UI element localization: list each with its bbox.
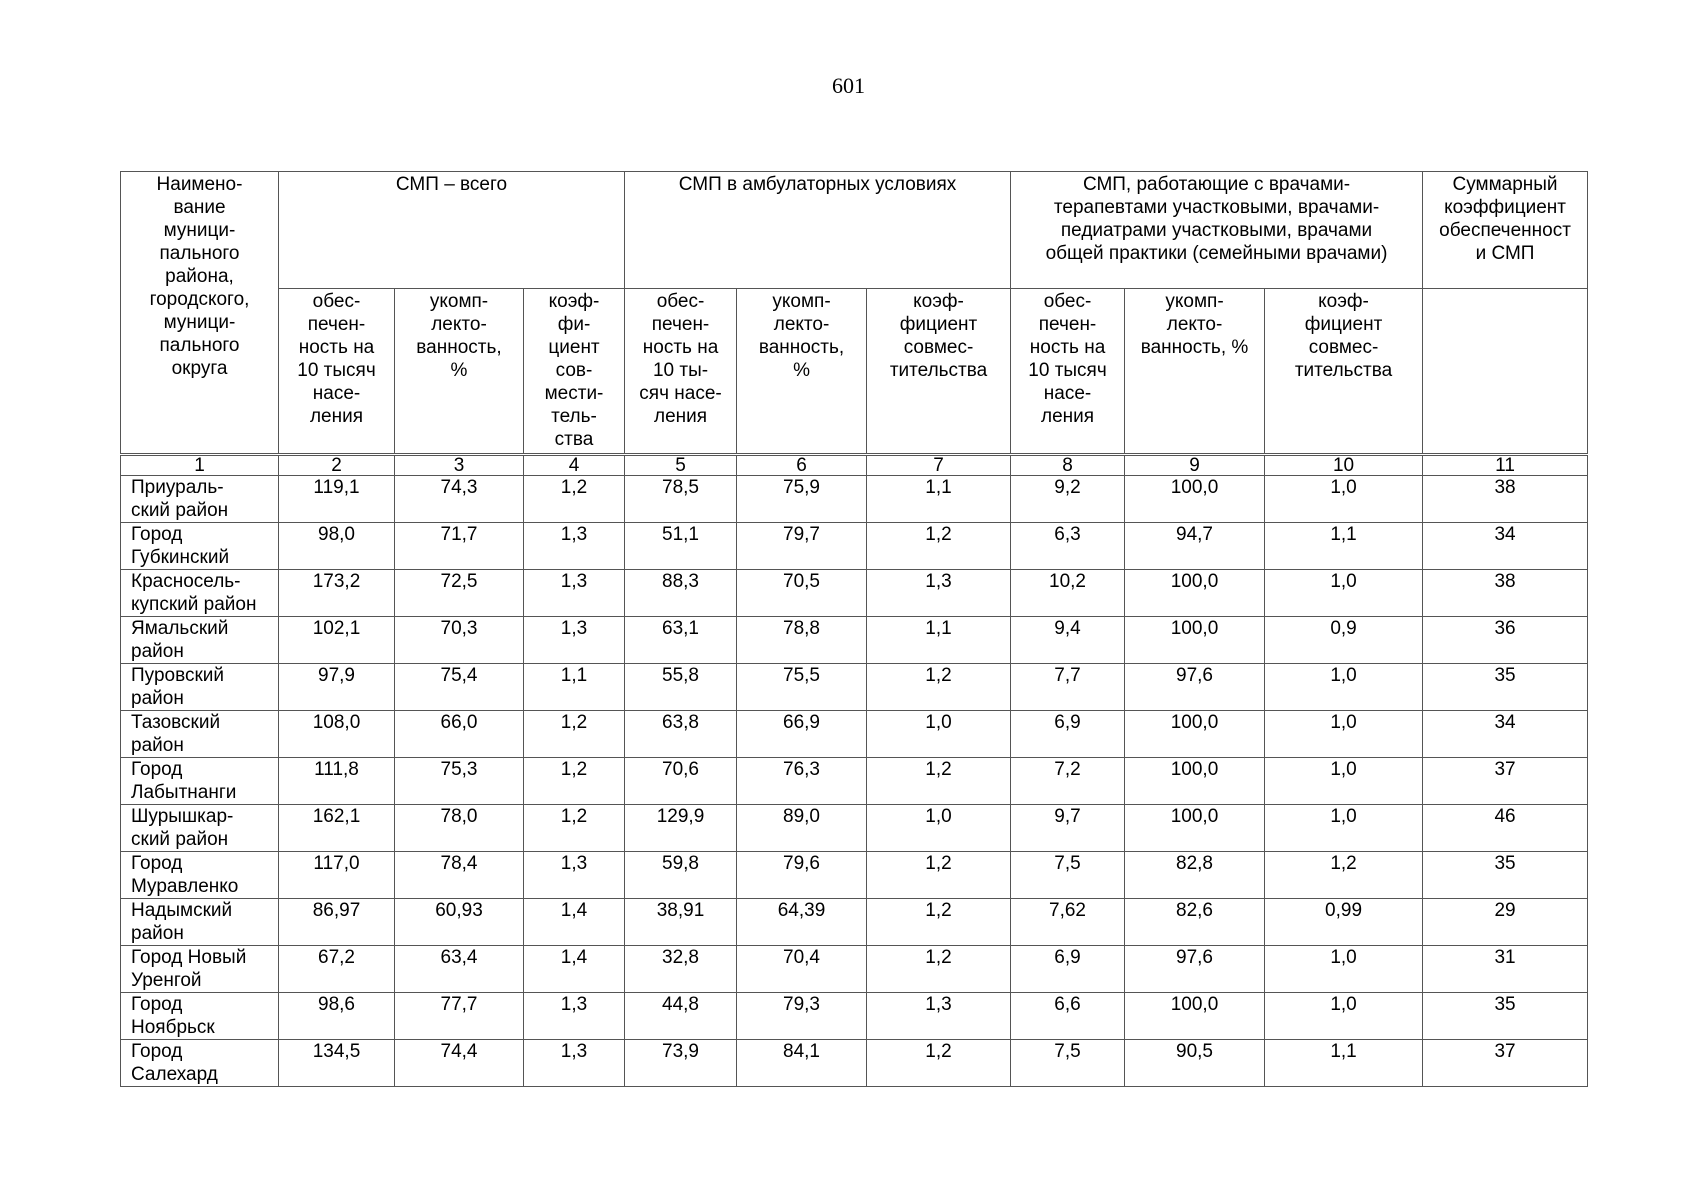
value-cell: 84,1	[737, 1040, 867, 1087]
value-cell: 98,6	[279, 993, 395, 1040]
value-cell: 64,39	[737, 899, 867, 946]
municipality-name-cell: Пуровский район	[121, 664, 279, 711]
header-sub-cell-empty	[1423, 289, 1588, 455]
value-cell: 1,0	[1265, 946, 1423, 993]
value-cell: 6,9	[1011, 711, 1125, 758]
value-cell: 1,2	[867, 758, 1011, 805]
value-cell: 38	[1423, 476, 1588, 523]
header-row-groups	[121, 172, 1588, 289]
column-number-row	[121, 455, 1588, 476]
value-cell: 35	[1423, 664, 1588, 711]
value-cell: 1,2	[524, 758, 625, 805]
municipality-name-cell: Приураль- ский район	[121, 476, 279, 523]
value-cell: 1,0	[1265, 758, 1423, 805]
value-cell: 1,2	[867, 899, 1011, 946]
value-cell: 1,3	[524, 570, 625, 617]
data-table	[120, 171, 1588, 1087]
value-cell: 100,0	[1125, 617, 1265, 664]
value-cell: 10,2	[1011, 570, 1125, 617]
header-sub-cell: коэф- фициент совмес- тительства	[867, 289, 1011, 455]
value-cell: 119,1	[279, 476, 395, 523]
value-cell: 76,3	[737, 758, 867, 805]
value-cell: 0,9	[1265, 617, 1423, 664]
header-group-total: СМП – всего	[279, 172, 625, 289]
header-municipality: Наимено- вание муници- пального района, городского, муници- пального округа	[121, 172, 279, 455]
municipality-name-cell: Тазовский район	[121, 711, 279, 758]
value-cell: 79,7	[737, 523, 867, 570]
value-cell: 1,3	[524, 523, 625, 570]
value-cell: 70,3	[395, 617, 524, 664]
value-cell: 1,3	[524, 617, 625, 664]
value-cell: 1,0	[1265, 664, 1423, 711]
value-cell: 100,0	[1125, 711, 1265, 758]
value-cell: 1,0	[1265, 476, 1423, 523]
value-cell: 129,9	[625, 805, 737, 852]
value-cell: 37	[1423, 1040, 1588, 1087]
value-cell: 100,0	[1125, 570, 1265, 617]
value-cell: 9,2	[1011, 476, 1125, 523]
value-cell: 134,5	[279, 1040, 395, 1087]
header-sub-cell: укомп- лекто- ванность, %	[1125, 289, 1265, 455]
value-cell: 31	[1423, 946, 1588, 993]
value-cell: 1,0	[1265, 993, 1423, 1040]
value-cell: 1,3	[867, 993, 1011, 1040]
table-row	[121, 758, 1588, 805]
value-cell: 74,3	[395, 476, 524, 523]
value-cell: 74,4	[395, 1040, 524, 1087]
column-number-cell: 8	[1011, 455, 1125, 476]
value-cell: 75,4	[395, 664, 524, 711]
header-total-coefficient: Суммарный коэффициент обеспеченност и СМП	[1423, 172, 1588, 289]
value-cell: 1,0	[867, 711, 1011, 758]
value-cell: 78,8	[737, 617, 867, 664]
value-cell: 100,0	[1125, 805, 1265, 852]
value-cell: 38	[1423, 570, 1588, 617]
value-cell: 97,9	[279, 664, 395, 711]
value-cell: 37	[1423, 758, 1588, 805]
header-sub-cell: укомп- лекто- ванность, %	[737, 289, 867, 455]
value-cell: 66,0	[395, 711, 524, 758]
value-cell: 1,2	[867, 523, 1011, 570]
value-cell: 79,6	[737, 852, 867, 899]
value-cell: 46	[1423, 805, 1588, 852]
value-cell: 55,8	[625, 664, 737, 711]
municipality-name-cell: Город Новый Уренгой	[121, 946, 279, 993]
header-sub-cell: обес- печен- ность на 10 тысяч насе- ления	[279, 289, 395, 455]
value-cell: 9,7	[1011, 805, 1125, 852]
value-cell: 60,93	[395, 899, 524, 946]
table-row	[121, 711, 1588, 758]
value-cell: 89,0	[737, 805, 867, 852]
table-row	[121, 805, 1588, 852]
value-cell: 1,0	[1265, 805, 1423, 852]
value-cell: 78,0	[395, 805, 524, 852]
value-cell: 63,4	[395, 946, 524, 993]
value-cell: 98,0	[279, 523, 395, 570]
value-cell: 63,1	[625, 617, 737, 664]
value-cell: 29	[1423, 899, 1588, 946]
column-number-cell: 2	[279, 455, 395, 476]
value-cell: 70,5	[737, 570, 867, 617]
value-cell: 34	[1423, 711, 1588, 758]
value-cell: 75,9	[737, 476, 867, 523]
value-cell: 44,8	[625, 993, 737, 1040]
value-cell: 32,8	[625, 946, 737, 993]
value-cell: 97,6	[1125, 946, 1265, 993]
column-number-cell: 3	[395, 455, 524, 476]
value-cell: 6,3	[1011, 523, 1125, 570]
value-cell: 0,99	[1265, 899, 1423, 946]
value-cell: 90,5	[1125, 1040, 1265, 1087]
value-cell: 1,2	[524, 476, 625, 523]
value-cell: 100,0	[1125, 758, 1265, 805]
value-cell: 6,9	[1011, 946, 1125, 993]
municipality-name-cell: Ямальский район	[121, 617, 279, 664]
column-number-cell: 6	[737, 455, 867, 476]
value-cell: 75,5	[737, 664, 867, 711]
municipality-name-cell: Красносель- купский район	[121, 570, 279, 617]
table-row	[121, 570, 1588, 617]
value-cell: 88,3	[625, 570, 737, 617]
value-cell: 36	[1423, 617, 1588, 664]
value-cell: 35	[1423, 852, 1588, 899]
value-cell: 67,2	[279, 946, 395, 993]
header-group-ambulatory: СМП в амбулаторных условиях	[625, 172, 1011, 289]
value-cell: 1,1	[1265, 523, 1423, 570]
column-number-cell: 4	[524, 455, 625, 476]
municipality-name-cell: Город Губкинский	[121, 523, 279, 570]
value-cell: 70,4	[737, 946, 867, 993]
value-cell: 1,3	[524, 993, 625, 1040]
value-cell: 1,3	[524, 1040, 625, 1087]
value-cell: 75,3	[395, 758, 524, 805]
value-cell: 1,4	[524, 946, 625, 993]
column-number-cell: 11	[1423, 455, 1588, 476]
value-cell: 63,8	[625, 711, 737, 758]
table-row	[121, 617, 1588, 664]
value-cell: 34	[1423, 523, 1588, 570]
value-cell: 117,0	[279, 852, 395, 899]
value-cell: 97,6	[1125, 664, 1265, 711]
value-cell: 78,4	[395, 852, 524, 899]
municipality-name-cell: Город Лабытнанги	[121, 758, 279, 805]
table-row	[121, 476, 1588, 523]
value-cell: 59,8	[625, 852, 737, 899]
municipality-name-cell: Город Ноябрьск	[121, 993, 279, 1040]
value-cell: 111,8	[279, 758, 395, 805]
value-cell: 1,0	[1265, 711, 1423, 758]
value-cell: 7,2	[1011, 758, 1125, 805]
value-cell: 108,0	[279, 711, 395, 758]
value-cell: 7,5	[1011, 1040, 1125, 1087]
header-sub-cell: обес- печен- ность на 10 ты- сяч насе- ления	[625, 289, 737, 455]
column-number-cell: 7	[867, 455, 1011, 476]
value-cell: 82,8	[1125, 852, 1265, 899]
value-cell: 1,1	[867, 476, 1011, 523]
value-cell: 79,3	[737, 993, 867, 1040]
value-cell: 86,97	[279, 899, 395, 946]
value-cell: 94,7	[1125, 523, 1265, 570]
municipality-name-cell: Город Муравленко	[121, 852, 279, 899]
value-cell: 77,7	[395, 993, 524, 1040]
value-cell: 1,2	[867, 946, 1011, 993]
value-cell: 51,1	[625, 523, 737, 570]
value-cell: 1,2	[524, 805, 625, 852]
value-cell: 1,2	[867, 852, 1011, 899]
value-cell: 1,2	[867, 1040, 1011, 1087]
value-cell: 1,2	[867, 664, 1011, 711]
table-row	[121, 899, 1588, 946]
table-row	[121, 523, 1588, 570]
header-sub-cell: обес- печен- ность на 10 тысяч насе- ления	[1011, 289, 1125, 455]
table-row	[121, 993, 1588, 1040]
value-cell: 100,0	[1125, 993, 1265, 1040]
header-row-sub	[121, 289, 1588, 455]
value-cell: 1,2	[1265, 852, 1423, 899]
value-cell: 1,3	[524, 852, 625, 899]
value-cell: 7,5	[1011, 852, 1125, 899]
value-cell: 82,6	[1125, 899, 1265, 946]
value-cell: 72,5	[395, 570, 524, 617]
table-row	[121, 1040, 1588, 1087]
value-cell: 1,1	[524, 664, 625, 711]
municipality-name-cell: Город Салехард	[121, 1040, 279, 1087]
municipality-name-cell: Надымский район	[121, 899, 279, 946]
column-number-cell: 10	[1265, 455, 1423, 476]
value-cell: 35	[1423, 993, 1588, 1040]
value-cell: 78,5	[625, 476, 737, 523]
value-cell: 7,62	[1011, 899, 1125, 946]
table-row	[121, 946, 1588, 993]
value-cell: 9,4	[1011, 617, 1125, 664]
value-cell: 1,2	[524, 711, 625, 758]
value-cell: 6,6	[1011, 993, 1125, 1040]
value-cell: 70,6	[625, 758, 737, 805]
municipality-name-cell: Шурышкар- ский район	[121, 805, 279, 852]
value-cell: 100,0	[1125, 476, 1265, 523]
table-row	[121, 664, 1588, 711]
column-number-cell: 9	[1125, 455, 1265, 476]
value-cell: 73,9	[625, 1040, 737, 1087]
header-sub-cell: укомп- лекто- ванность, %	[395, 289, 524, 455]
value-cell: 173,2	[279, 570, 395, 617]
page-number: 601	[832, 73, 865, 98]
value-cell: 66,9	[737, 711, 867, 758]
value-cell: 7,7	[1011, 664, 1125, 711]
table-row	[121, 852, 1588, 899]
value-cell: 1,1	[867, 617, 1011, 664]
value-cell: 1,3	[867, 570, 1011, 617]
value-cell: 38,91	[625, 899, 737, 946]
column-number-cell: 1	[121, 455, 279, 476]
value-cell: 1,4	[524, 899, 625, 946]
header-sub-cell: коэф- фи- циент сов- мести- тель- ства	[524, 289, 625, 455]
value-cell: 102,1	[279, 617, 395, 664]
column-number-cell: 5	[625, 455, 737, 476]
value-cell: 1,0	[1265, 570, 1423, 617]
value-cell: 1,1	[1265, 1040, 1423, 1087]
header-group-district: СМП, работающие с врачами- терапевтами участковыми, врачами- педиатрами участковыми, врачами общей практики (семейными врачами)	[1011, 172, 1423, 289]
value-cell: 162,1	[279, 805, 395, 852]
value-cell: 71,7	[395, 523, 524, 570]
header-sub-cell: коэф- фициент совмес- тительства	[1265, 289, 1423, 455]
value-cell: 1,0	[867, 805, 1011, 852]
